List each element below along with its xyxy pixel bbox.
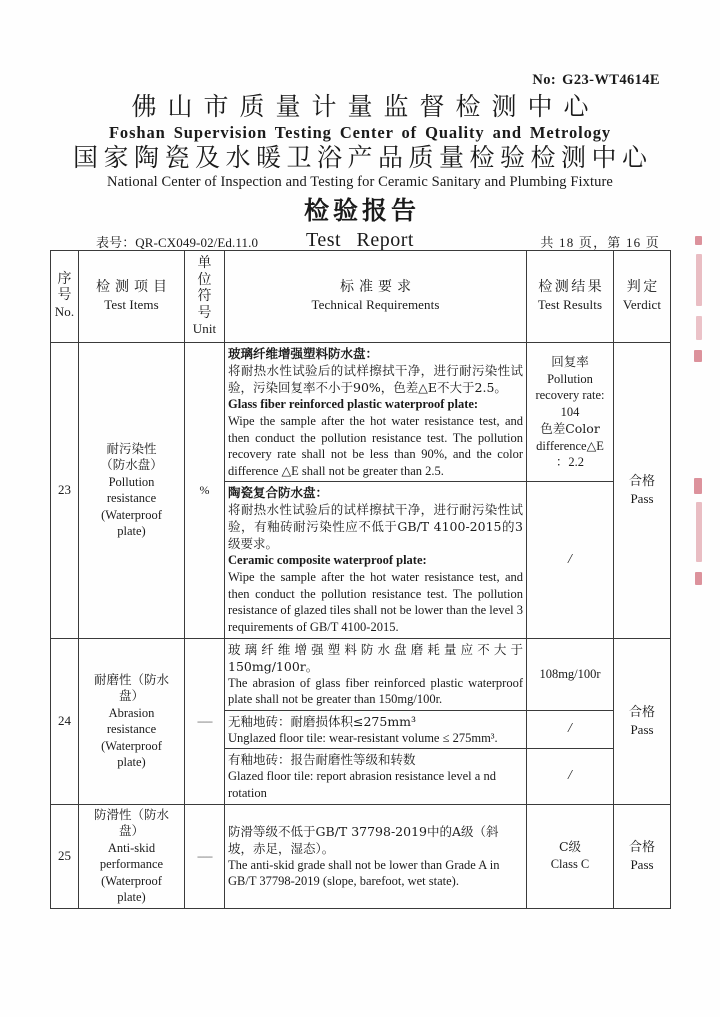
requirement-24-2-en-body: Unglazed floor tile: wear-resistant volume ≤ 275mm³.	[228, 730, 498, 745]
test-result-24-1-value: 108mg/100r	[539, 666, 601, 681]
test-item-25-en-3: (Waterproof	[101, 873, 162, 888]
organization-name-en: Foshan Supervision Testing Center of Quality and Metrology	[108, 122, 612, 142]
requirement-23-1-en-title: Glass fiber reinforced plastic waterproof plate:	[228, 397, 479, 412]
column-header-technical-requirements	[225, 251, 527, 343]
column-header-verdict	[614, 251, 671, 343]
row-number-23: 23	[51, 343, 79, 638]
requirement-24-3-en-body: Glazed floor tile: report abrasion resistance level a nd rotation	[228, 769, 496, 801]
test-item-25-en-1: Anti-skid	[107, 840, 156, 855]
verdict-25	[614, 804, 671, 908]
test-item-25-cn-1: 防滑性（防水盘）	[93, 806, 169, 839]
page-count: 共 18 页，第 16 页	[540, 235, 660, 250]
test-item-24-en-2: resistance	[106, 722, 157, 737]
column-header-unit-cn-1: 单位	[197, 255, 218, 288]
verdict-23-cn: 合格	[628, 473, 655, 489]
verdict-24	[614, 638, 671, 804]
column-header-no-cn-2: 号	[57, 287, 72, 304]
red-seal-edge-marks	[682, 232, 708, 652]
requirement-23-1-en-body: Wipe the sample after the hot water resistance test, and then conduct the pollution resistance test. The pollution recovery rate shall not be less than 90%, and the color difference △E shall not be greater than 2.5.	[228, 413, 523, 478]
center-name-cn: 国家陶瓷及水暖卫浴产品质量检验检测中心	[72, 142, 653, 172]
test-item-25-en-2: performance	[99, 857, 164, 872]
requirement-23-2-cn-title: 陶瓷复合防水盘：	[228, 485, 329, 501]
unit-24-value: -----	[197, 713, 212, 728]
column-header-unit-en: Unit	[192, 321, 217, 337]
column-header-technical-requirements-cn: 标准要求	[340, 279, 416, 296]
column-header-test-results-en: Test Results	[537, 296, 603, 312]
column-header-test-items-cn: 检测项目	[96, 279, 172, 296]
test-result-23-1-line2: Pollution	[547, 371, 593, 386]
verdict-24-cn: 合格	[628, 704, 655, 720]
test-result-23-1-line4: 104	[560, 405, 580, 419]
seal-mark	[694, 350, 702, 362]
test-item-23-en-4: plate)	[117, 524, 146, 539]
test-item-23	[79, 343, 185, 638]
seal-mark	[696, 502, 702, 562]
row-number-24: 24	[51, 638, 79, 804]
verdict-23-en: Pass	[630, 491, 654, 507]
test-item-23-en-1: Pollution	[108, 474, 155, 489]
test-result-23-2-value: /	[568, 551, 572, 567]
seal-mark	[695, 572, 702, 585]
unit-24	[185, 638, 225, 804]
column-header-no	[51, 251, 79, 343]
requirement-23-1-cn-body: 将耐热水性试验后的试样擦拭干净，进行耐污染性试验，污染回复率不小于90%，色差△E不大于2.5。	[228, 363, 523, 396]
requirement-24-3-cn-body: 有釉地砖：报告耐磨性等级和转数	[228, 752, 416, 768]
title-block	[0, 92, 720, 253]
column-header-no-en: No.	[54, 303, 75, 319]
document-number-value: G23-WT4614E	[562, 72, 660, 88]
test-item-24-en-1: Abrasion	[108, 705, 155, 720]
column-header-technical-requirements-en: Technical Requirements	[311, 296, 440, 312]
test-result-23-1-line5: 色差Color	[540, 420, 600, 436]
table-header-row	[51, 251, 671, 343]
column-header-test-results	[527, 251, 614, 343]
column-header-verdict-en: Verdict	[622, 296, 662, 312]
column-header-unit	[185, 251, 225, 343]
seal-mark	[696, 254, 702, 306]
requirement-23-2-en-title: Ceramic composite waterproof plate:	[228, 553, 427, 568]
column-header-test-items	[79, 251, 185, 343]
test-result-23-1-line1: 回复率	[551, 353, 589, 369]
technical-requirement-24-2	[225, 710, 527, 749]
column-header-test-results-cn: 检测结果	[538, 279, 605, 296]
unit-23: %	[185, 343, 225, 638]
unit-25	[185, 804, 225, 908]
requirement-24-1-cn-body: 玻璃纤维增强塑料防水盘磨耗量应不大于150mg/100r。	[228, 641, 523, 674]
test-result-24-2	[527, 710, 614, 749]
test-item-23-en-3: (Waterproof	[101, 507, 162, 522]
test-result-23-1	[527, 343, 614, 482]
test-result-24-2-value: /	[568, 721, 572, 737]
test-item-23-cn-2: （防水盘）	[100, 457, 163, 473]
test-results-table	[50, 250, 671, 909]
technical-requirement-24-3	[225, 749, 527, 804]
test-item-24	[79, 638, 185, 804]
test-item-25	[79, 804, 185, 908]
test-result-24-3-value: /	[568, 768, 572, 784]
document-number-label: No:	[532, 72, 557, 88]
table-row	[51, 638, 671, 710]
requirement-23-1-cn-title: 玻璃纤维增强塑料防水盘：	[228, 346, 379, 362]
verdict-24-en: Pass	[630, 722, 654, 738]
seal-mark	[694, 478, 702, 494]
center-name-en: National Center of Inspection and Testing for Ceramic Sanitary and Plumbing Fixture	[107, 174, 613, 191]
test-result-25-1-line2: Class C	[550, 857, 590, 872]
test-result-24-3	[527, 749, 614, 804]
test-result-23-2	[527, 482, 614, 638]
report-title-en: Test Report	[306, 228, 414, 251]
requirement-24-1-en-body: The abrasion of glass fiber reinforced plastic waterproof plate shall not be greater than 150mg/100r.	[228, 675, 523, 707]
test-item-24-cn-1: 耐磨性（防水盘）	[93, 671, 169, 704]
report-title-cn: 检验报告	[303, 196, 420, 225]
table-row	[51, 343, 671, 482]
column-header-no-cn-1: 序	[57, 271, 72, 288]
technical-requirement-25-1	[225, 804, 527, 908]
test-result-24-1	[527, 638, 614, 710]
table-row	[51, 804, 671, 908]
technical-requirement-24-1	[225, 638, 527, 710]
test-result-25-1-line1: C级	[558, 839, 582, 855]
requirement-25-1-en-body: The anti-skid grade shall not be lower than Grade A in GB/T 37798-2019 (slope, barefoot, wet state).	[228, 857, 500, 889]
requirement-23-2-cn-body: 将耐热水性试验后的试样擦拭干净，进行耐污染性试验，有釉砖耐污染性应不低于GB/T 4100-2015的3级要求。	[228, 502, 523, 552]
column-header-unit-cn-2: 符号	[197, 288, 218, 321]
test-result-25-1	[527, 804, 614, 908]
requirement-25-1-cn-body: 防滑等级不低于GB/T 37798-2019中的A级（斜坡，赤足，湿态）。	[228, 823, 499, 856]
row-number-25: 25	[51, 804, 79, 908]
seal-mark	[696, 316, 702, 340]
test-item-23-en-2: resistance	[106, 491, 157, 506]
verdict-25-en: Pass	[630, 857, 654, 873]
test-item-24-en-4: plate)	[117, 755, 146, 770]
technical-requirement-23-1	[225, 343, 527, 482]
column-header-test-items-en: Test Items	[104, 296, 159, 312]
requirement-24-2-cn-body: 无釉地砖：耐磨损体积≤275mm³	[228, 713, 417, 729]
requirement-23-2-en-body: Wipe the sample after the hot water resistance test, and then conduct the pollution resistance test. The pollution resistance of glazed tiles shall not be lower than the level 3 requirements of GB/T 4100-2015.	[228, 570, 523, 634]
verdict-25-cn: 合格	[628, 839, 655, 855]
document-number	[532, 72, 660, 89]
test-item-24-en-3: (Waterproof	[101, 738, 162, 753]
organization-name-cn: 佛山市质量计量监督检测中心	[131, 92, 600, 121]
technical-requirement-23-2	[225, 482, 527, 638]
test-item-23-cn-1: 耐污染性	[106, 440, 157, 456]
form-number: 表号：QR-CX049-02/Ed.11.0	[96, 235, 259, 250]
unit-25-value: -----	[197, 848, 212, 863]
test-result-23-1-line3: recovery rate:	[535, 388, 605, 403]
verdict-23	[614, 343, 671, 638]
column-header-verdict-cn: 判定	[626, 279, 660, 296]
test-result-23-1-line6: difference△E	[536, 438, 604, 453]
test-result-23-1-line7: ：2.2	[555, 455, 585, 470]
test-item-25-en-4: plate)	[117, 890, 146, 905]
meta-row	[50, 232, 670, 250]
